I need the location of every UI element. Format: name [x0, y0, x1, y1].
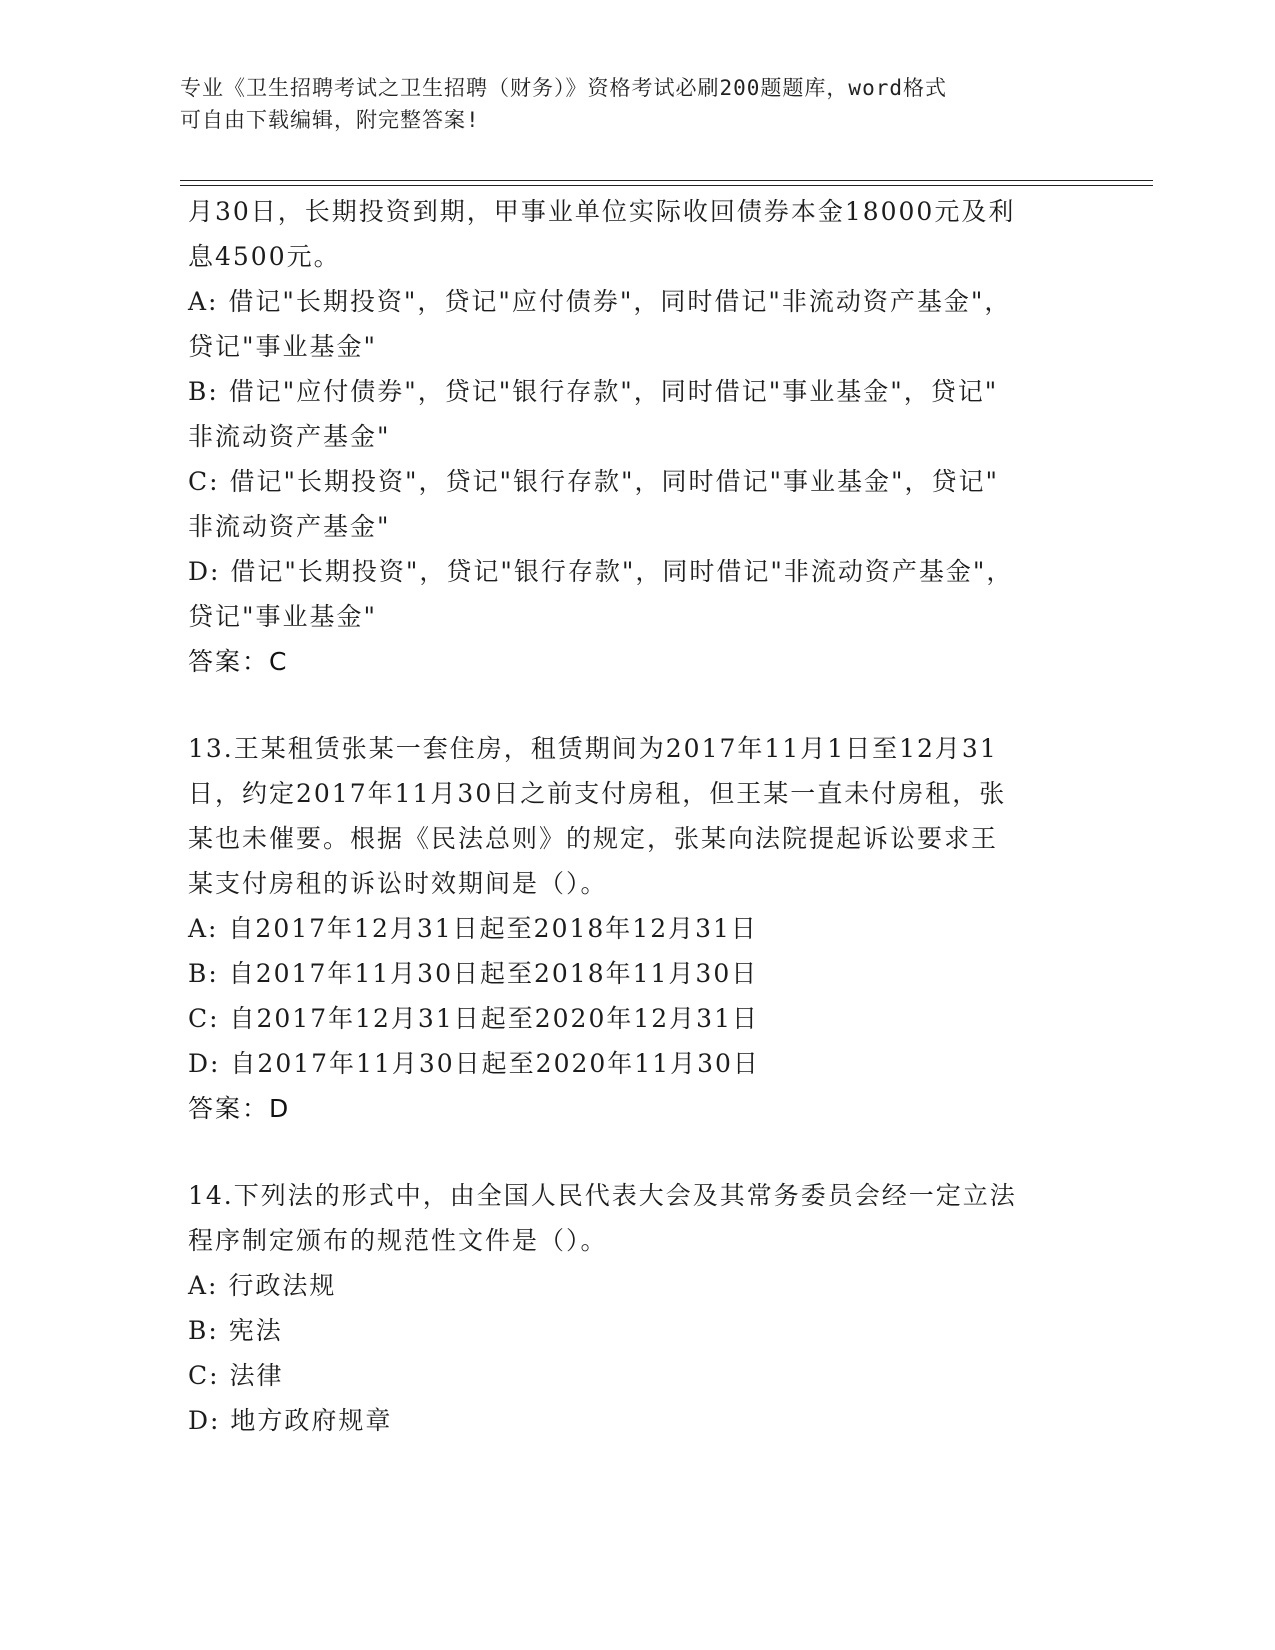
option-b-line-1: B: 借记"应付债券"，贷记"银行存款"，同时借记"事业基金"，贷记" [188, 377, 999, 406]
question-content [188, 189, 1068, 1443]
question-13-option-b: B: 自2017年11月30日起至2018年11月30日 [188, 959, 759, 988]
option-b-line-2: 非流动资产基金" [188, 422, 391, 451]
question-12-stem-line-1: 月30日，长期投资到期，甲事业单位实际收回债券本金18000元及利 [188, 197, 1016, 226]
question-13-option-c: C: 自2017年12月31日起至2020年12月31日 [188, 1004, 759, 1033]
question-14-option-d: D: 地方政府规章 [188, 1406, 393, 1435]
header-line-1: 专业《卫生招聘考试之卫生招聘（财务）》资格考试必刷200题题库，word格式 [180, 76, 947, 100]
question-13-stem-line-3: 某也未催要。根据《民法总则》的规定，张某向法院提起诉讼要求王 [188, 824, 999, 853]
page-header [180, 72, 1080, 136]
question-13-stem-line-1: 13.王某租赁张某一套住房，租赁期间为2017年11月1日至12月31 [188, 734, 998, 763]
question-spacer [188, 684, 1068, 726]
question-14 [188, 1173, 1068, 1443]
option-a-line-1: A: 借记"长期投资"，贷记"应付债券"，同时借记"非流动资产基金"， [188, 287, 1012, 316]
option-a-line-2: 贷记"事业基金" [188, 332, 377, 361]
question-13-stem-line-4: 某支付房租的诉讼时效期间是（）。 [188, 869, 608, 898]
question-13-answer: 答案：D [188, 1094, 291, 1123]
question-12 [188, 189, 1068, 684]
option-d-line-1: D: 借记"长期投资"，贷记"银行存款"，同时借记"非流动资产基金"， [188, 557, 1014, 586]
question-13-option-a: A: 自2017年12月31日起至2018年12月31日 [188, 914, 758, 943]
question-14-stem-line-1: 14.下列法的形式中，由全国人民代表大会及其常务委员会经一定立法 [188, 1181, 1017, 1210]
question-13-option-d: D: 自2017年11月30日起至2020年11月30日 [188, 1049, 760, 1078]
header-line-2: 可自由下载编辑，附完整答案! [180, 108, 480, 132]
question-12-option-c [188, 459, 1068, 549]
option-d-line-2: 贷记"事业基金" [188, 602, 377, 631]
question-14-option-c: C: 法律 [188, 1361, 284, 1390]
question-13-stem-line-2: 日，约定2017年11月30日之前支付房租，但王某一直未付房租，张 [188, 779, 1007, 808]
question-13 [188, 726, 1068, 1131]
question-12-answer: 答案：C [188, 647, 289, 676]
header-divider [180, 180, 1153, 186]
question-12-option-d [188, 549, 1068, 639]
option-c-line-1: C: 借记"长期投资"，贷记"银行存款"，同时借记"事业基金"，贷记" [188, 467, 999, 496]
question-14-option-a: A: 行政法规 [188, 1271, 337, 1300]
question-14-stem-line-2: 程序制定颁布的规范性文件是（）。 [188, 1226, 608, 1255]
question-14-option-b: B: 宪法 [188, 1316, 283, 1345]
question-12-option-b [188, 369, 1068, 459]
question-12-option-a [188, 279, 1068, 369]
option-c-line-2: 非流动资产基金" [188, 512, 391, 541]
question-12-stem-line-2: 息4500元。 [188, 242, 341, 271]
question-spacer [188, 1131, 1068, 1173]
